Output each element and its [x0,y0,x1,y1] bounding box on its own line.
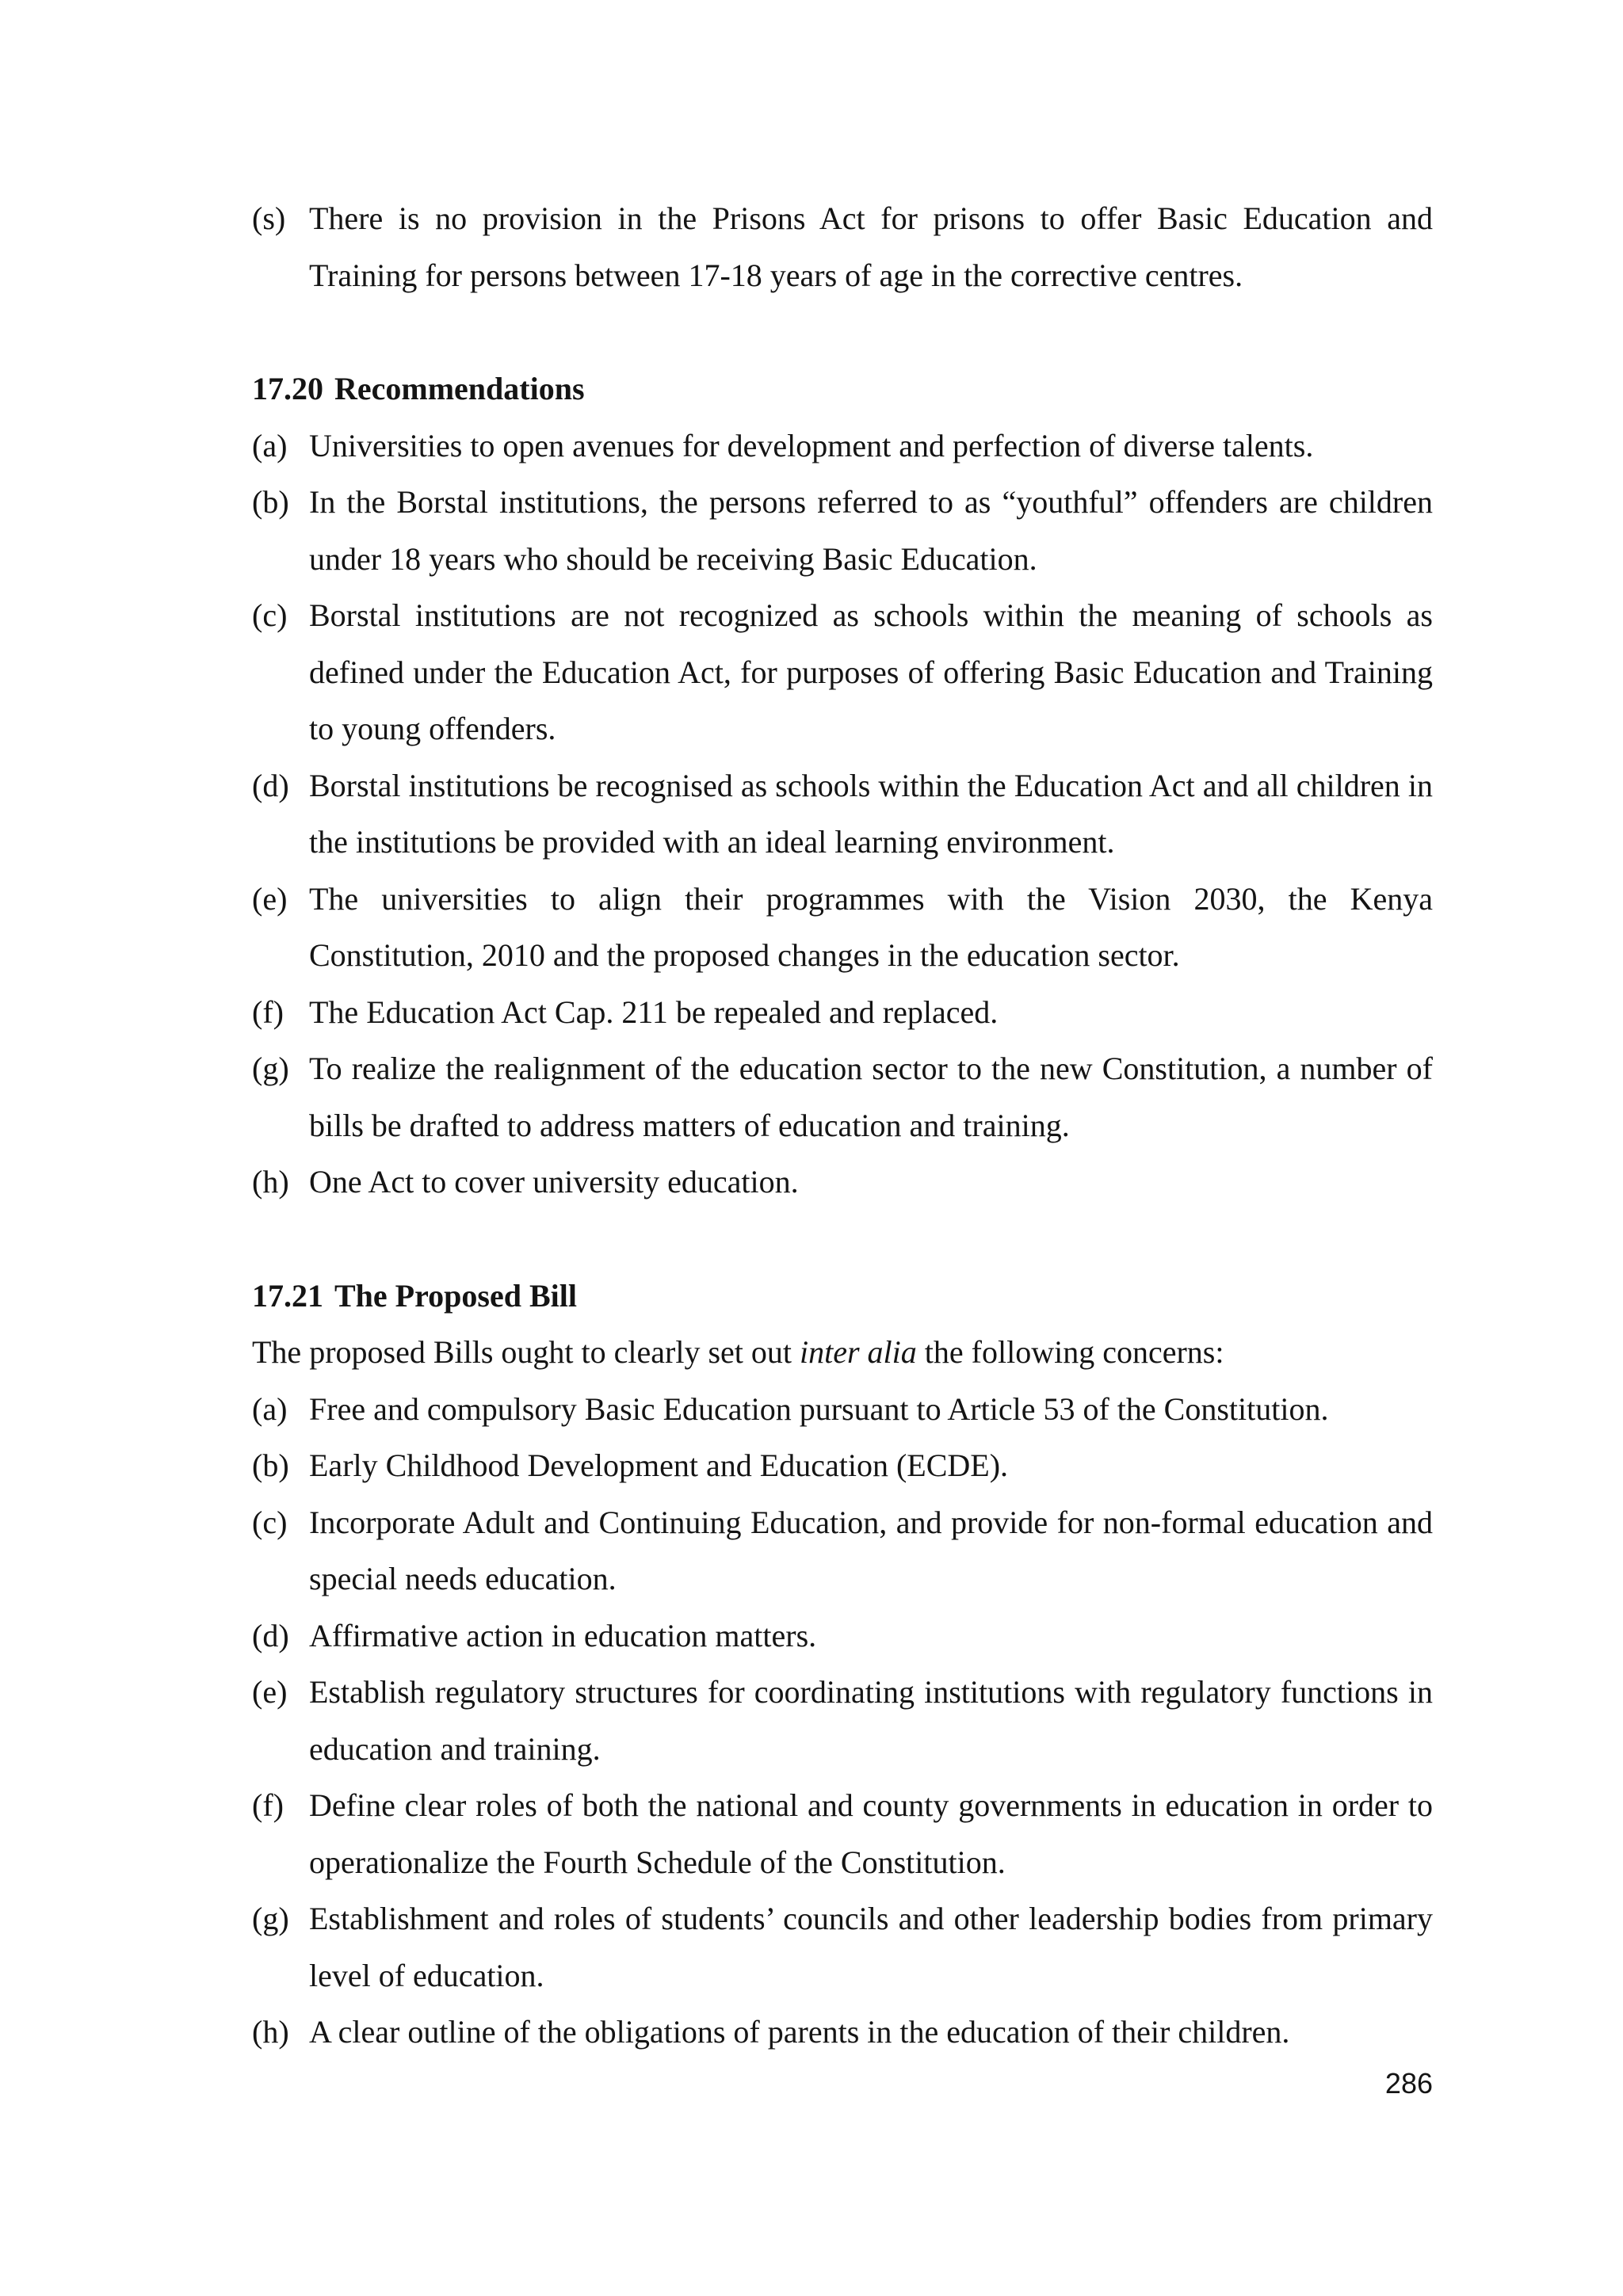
list-item-label: (a) [252,1390,288,1427]
list-item-text: Affirmative action in education matters. [309,1617,817,1653]
intro-text-italic: inter alia [800,1334,917,1370]
list-item [252,2004,1433,2061]
list-item-label: (h) [252,2014,289,2050]
list-item-text: Incorporate Adult and Continuing Education, and provide for non-formal education and special needs education. [309,1504,1433,1596]
list-item [252,1381,1433,1438]
list-item-text: One Act to cover university education. [309,1164,799,1199]
list-item-text: Establishment and roles of students’ councils and other leadership bodies from primary level of education. [309,1901,1433,1993]
section-heading-recommendations [252,360,1433,418]
list-item [252,1494,1433,1608]
list-item [252,587,1433,757]
page-number: 286 [1384,2067,1433,2100]
list-item-text: In the Borstal institutions, the persons referred to as “youthful” offenders are children under 18 years who should be receiving Basic Education. [309,484,1433,577]
list-item [252,1777,1433,1890]
page-content [252,190,1433,2061]
spacer [252,303,1433,360]
list-item [252,984,1433,1041]
intro-text-before: The proposed Bills ought to clearly set out [252,1334,800,1370]
list-item-label: (e) [252,880,288,917]
list-item-label: (f) [252,994,284,1030]
list-item-label: (g) [252,1051,289,1086]
list-item [252,474,1433,587]
intro-text-after: the following concerns: [916,1334,1224,1370]
section-number: 17.21 [252,1277,323,1314]
list-item-label: (d) [252,1617,289,1653]
list-item-text: Early Childhood Development and Education (ECDE). [309,1447,1009,1483]
list-item-text: The Education Act Cap. 211 be repealed and replaced. [309,994,999,1030]
section-title: Recommendations [334,371,585,406]
list-item-label: (g) [252,1901,289,1936]
section-heading-proposed-bill [252,1268,1433,1325]
section-title: The Proposed Bill [334,1277,577,1314]
list-item [252,871,1433,984]
list-item-label: (b) [252,484,289,520]
spacer [252,1211,1433,1268]
list-item-label: (e) [252,1674,288,1710]
list-item [252,418,1433,475]
list-item [252,1890,1433,2004]
list-item-text: Borstal institutions be recognised as schools within the Education Act and all children in the institutions be provided with an ideal learning environment. [309,767,1433,860]
list-item [252,757,1433,871]
list-item [252,1664,1433,1777]
section-number: 17.20 [252,371,323,406]
list-item-text: A clear outline of the obligations of parents in the education of their children. [309,2014,1290,2050]
list-item-label: (d) [252,767,289,803]
list-item-text: Establish regulatory structures for coordinating institutions with regulatory functions in education and training. [309,1674,1433,1767]
list-item-label: (s) [252,200,286,236]
list-item-text: Borstal institutions are not recognized as schools within the meaning of schools as defined under the Education Act, for purposes of offering Basic Education and Training to young offenders. [309,597,1433,746]
list-item-label: (c) [252,1504,288,1540]
list-item [252,1040,1433,1154]
list-item-text: Universities to open avenues for development and perfection of diverse talents. [309,427,1314,463]
list-item-label: (f) [252,1787,284,1823]
list-item-text: Free and compulsory Basic Education pursuant to Article 53 of the Constitution. [309,1390,1329,1427]
list-item-label: (c) [252,597,288,633]
list-item-text: There is no provision in the Prisons Act for prisons to offer Basic Education and Training for persons between 17-18 years of age in the corrective centres. [309,200,1433,293]
list-item-label: (h) [252,1164,289,1199]
list-item-text: To realize the realignment of the education sector to the new Constitution, a number of bills be drafted to address matters of education and training. [309,1051,1433,1143]
list-item-label: (a) [252,427,288,463]
list-item-text: Define clear roles of both the national and county governments in education in order to operationalize the Fourth Schedule of the Constitution. [309,1787,1433,1880]
list-item [252,1437,1433,1494]
list-item-text: The universities to align their programmes with the Vision 2030, the Kenya Constitution, 2010 and the proposed changes in the education sector. [309,880,1433,973]
list-item [252,1154,1433,1211]
list-item-s [252,190,1433,303]
list-item-label: (b) [252,1447,289,1483]
section-intro [252,1324,1433,1381]
list-item [252,1608,1433,1665]
